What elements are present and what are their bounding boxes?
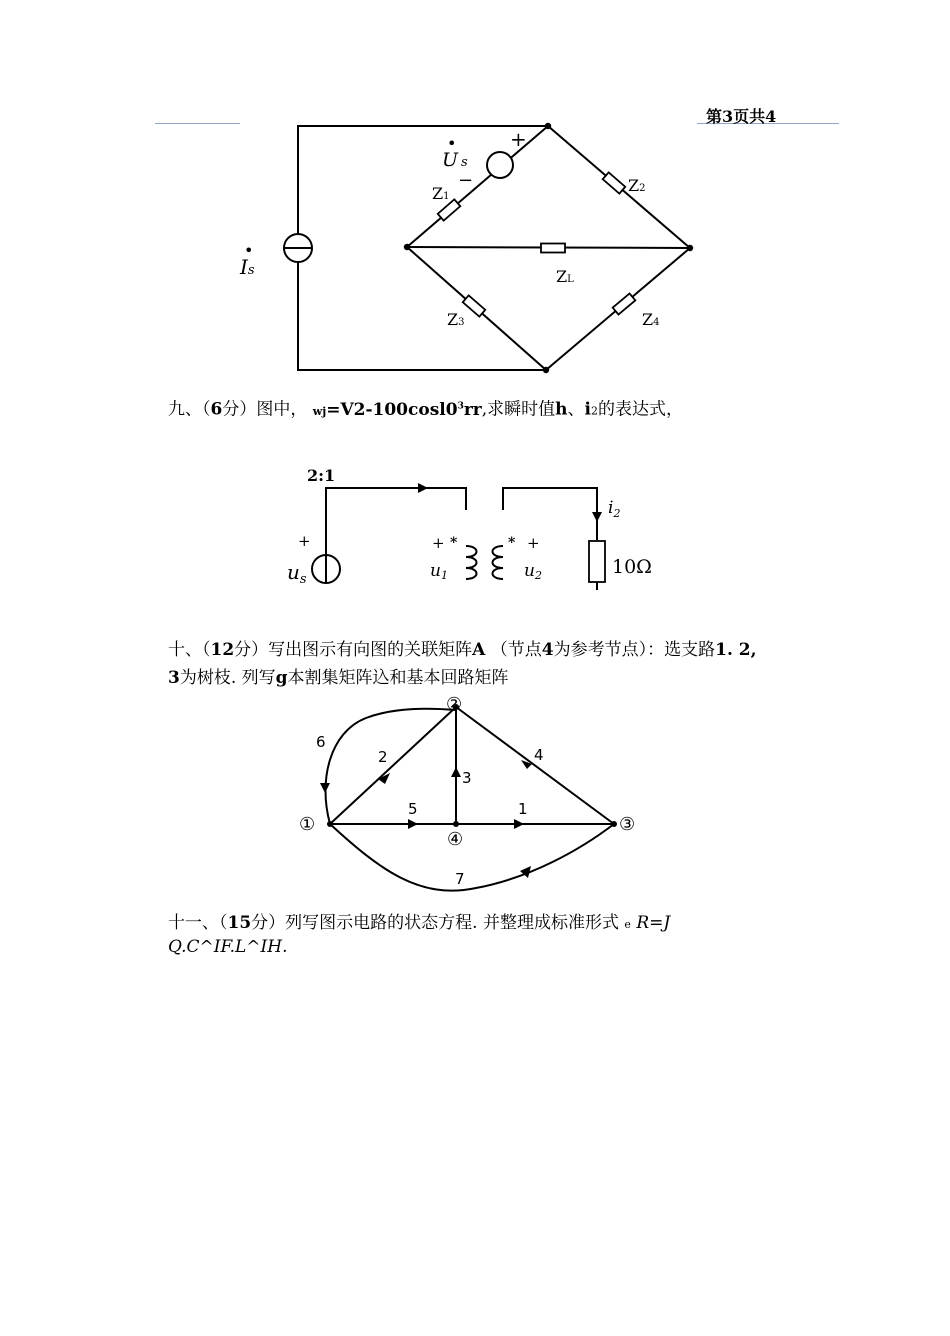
node-4-label: ④ [447,829,464,850]
is-dot: • [244,241,254,260]
i2-label: $i_2$ [608,498,621,520]
u2-label: u2 [524,561,542,582]
u2-dot: * [508,535,516,551]
u1-dot: * [450,535,458,551]
u1-plus: + [432,534,445,552]
us2-plus: + [298,532,311,550]
zl-label: ZL [556,267,574,286]
branch-6-label: 6 [316,733,326,751]
question-9: 九、（6分）图中， $wj=V2-100\cos l0^3rr$,求瞬时值h、i2的表达式， [168,399,683,420]
us-dot: • [447,134,457,153]
us-label: U s [442,149,468,171]
question-10-line2: 3为树枝. 列写g本割集矩阵込和基本回路矩阵 [168,668,509,688]
branch-3-arrow [451,767,461,777]
branch-1-arrow [514,819,524,829]
us-minus: − [458,170,474,191]
node-3-label: ③ [619,814,636,835]
branch-7-line [330,824,614,891]
node-4-dot [453,821,459,827]
u1-label: u1 [430,561,448,582]
question-10-line1: 十、（12分）写出图示有向图的关联矩阵A （节点4为参考节点）：选支路1. 2, [168,640,757,660]
branch-1-label: 1 [518,800,528,818]
page-indicator: 第3页共4 [706,107,777,126]
z4-label: Z4 [642,310,660,329]
branch-2-line [330,707,456,824]
branch-4-label: 4 [534,746,544,764]
branch-7-label: 7 [455,870,465,888]
z2-label: Z2 [628,176,646,195]
us-plus: + [510,127,527,151]
node-1-dot [327,821,333,827]
question-11-line1: 十一、（15分）列写图示电路的状态方程. 并整理成标准形式 e R=J [168,913,671,933]
u2-plus: + [527,534,540,552]
resistor-10ohm-label: 10Ω [612,556,652,578]
node-1-label: ① [299,814,316,835]
branch-6-arrow [320,783,330,793]
node-3-dot [611,821,617,827]
z1-label: Z1 [432,184,450,203]
branch-5-label: 5 [408,800,418,818]
branch-2-label: 2 [378,748,388,766]
branch-3-label: 3 [462,769,472,787]
ratio-label: 2:1 [307,466,336,485]
branch-5-arrow [408,819,418,829]
us2-label: $u_s$ [287,560,307,587]
node-2-label: ② [446,694,463,715]
z3-label: Z3 [447,310,465,329]
is-label: Is [240,255,255,279]
branch-4-line [456,707,614,824]
question-11-line2: Q.C^IF.L^IH. [168,937,288,957]
